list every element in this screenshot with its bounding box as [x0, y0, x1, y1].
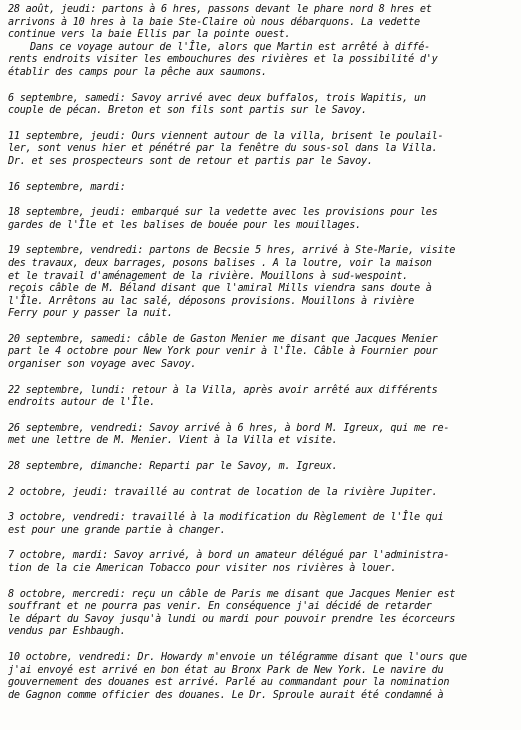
text-line: 3 octobre, vendredi: travaillé à la modification du Règlement de l'Île qui [8, 512, 444, 524]
text-line: Ferry pour y passer la nuit. [8, 308, 173, 320]
text-line: tion de la cie American Tobacco pour visiter nos rivières à louer. [8, 563, 397, 575]
journal-entry [8, 245, 516, 321]
journal-entry [8, 182, 516, 195]
text-line: 28 août, jeudi: partons à 6 hres, passons devant le phare nord 8 hres et [8, 4, 432, 16]
text-line: ler, sont venus hier et pénétré par la fenêtre du sous-sol dans la Villa. [8, 143, 438, 155]
journal-entry [8, 4, 516, 80]
text-line: gouvernement des douanes est arrivé. Parlé au commandant pour la nomination [8, 677, 450, 689]
text-line: et le travail d'aménagement de la rivière. Mouillons à sud-wespoint. [8, 270, 409, 282]
text-line: j'ai envoyé est arrivé en bon état au Bronx Park de New York. Le navire du [8, 664, 444, 676]
text-line: 19 septembre, vendredi: partons de Becsie 5 hres, arrivé à Ste-Marie, visite [8, 245, 456, 257]
journal-entry [8, 589, 516, 639]
text-line: couple de pécan. Breton et son fils sont partis sur le Savoy. [8, 105, 367, 117]
text-line: organiser son voyage avec Savoy. [8, 359, 197, 371]
journal-entry [8, 550, 516, 575]
text-line: des travaux, deux barrages, posons balises . A la loutre, voir la maison [8, 257, 432, 270]
journal-entry [8, 512, 516, 537]
text-line: Dr. et ses prospecteurs sont de retour et partis par le Savoy. [8, 155, 373, 168]
journal-entry [8, 461, 516, 474]
text-line: reçois câble de M. Béland disant que l'amiral Mills viendra sans doute à [8, 283, 432, 295]
text-line: 8 octobre, mercredi: reçu un câble de Paris me disant que Jacques Menier est [8, 588, 456, 600]
text-line: 2 octobre, jeudi: travaillé au contrat de location de la rivière Jupiter. [8, 486, 438, 498]
text-line: 11 septembre, jeudi: Ours viennent autour de la villa, brisent le poulail- [8, 130, 444, 142]
journal-entry [8, 423, 516, 448]
text-line: 7 octobre, mardi: Savoy arrivé, à bord un amateur délégué par l'administra- [8, 550, 450, 562]
text-line: est pour une grande partie à changer. [8, 524, 226, 537]
text-line: de Gagnon comme officier des douanes. Le Dr. Sproule aurait été condamné à [8, 689, 444, 701]
text-line: souffrant et ne pourra pas venir. En conséquence j'ai décidé de retarder [8, 601, 432, 613]
text-line: rents endroits visiter les embouchures des rivières et la possibilité d'y [8, 54, 438, 66]
journal-entry [8, 334, 516, 372]
text-line: 22 septembre, lundi: retour à la Villa, après avoir arrêté aux différents [8, 384, 438, 396]
journal-entry [8, 131, 516, 169]
journal-entry [8, 385, 516, 410]
text-line: Dans ce voyage autour de l'Île, alors que Martin est arrêté à diffé- [30, 41, 431, 54]
text-line: 16 septembre, mardi: [8, 181, 126, 193]
text-line: vendus par Eshbaugh. [8, 626, 126, 638]
journal-entries [8, 4, 516, 715]
journal-entry [8, 93, 516, 118]
text-line: part le 4 octobre pour New York pour venir à l'Île. Câble à Fournier pour [8, 346, 438, 358]
text-line: 26 septembre, vendredi: Savoy arrivé à 6 hres, à bord M. Igreux, qui me re- [8, 422, 450, 435]
text-line: gardes de l'Île et les balises de bouée pour les mouillages. [8, 219, 362, 231]
text-line: endroits autour de l'Île. [8, 397, 156, 409]
text-line: met une lettre de M. Menier. Vient à la Villa et visite. [8, 435, 338, 447]
text-line: arrivons à 10 hres à la baie Ste-Claire où nous débarquons. La vedette [8, 16, 420, 28]
text-line: 6 septembre, samedi: Savoy arrivé avec deux buffalos, trois Wapitis, un [8, 92, 426, 104]
text-line: 28 septembre, dimanche: Reparti par le Savoy, m. Igreux. [8, 461, 338, 473]
text-line: 10 octobre, vendredi: Dr. Howardy m'envoie un télégramme disant que l'ours que [8, 651, 467, 664]
text-line: 20 septembre, samedi: câble de Gaston Menier me disant que Jacques Menier [8, 333, 438, 346]
text-line: continue vers la baie Ellis par la pointe ouest. [8, 29, 291, 41]
journal-entry [8, 487, 516, 500]
journal-entry [8, 207, 516, 232]
text-line: 18 septembre, jeudi: embarqué sur la vedette avec les provisions pour les [8, 207, 438, 219]
journal-entry [8, 652, 516, 702]
text-line: établir des camps pour la pêche aux saumons. [8, 66, 267, 79]
text-line: l'Île. Arrêtons au lac salé, déposons provisions. Mouillons à rivière [8, 295, 414, 307]
text-line: le départ du Savoy jusqu'à lundi ou mardi pour pouvoir prendre les écorceurs [8, 613, 456, 626]
